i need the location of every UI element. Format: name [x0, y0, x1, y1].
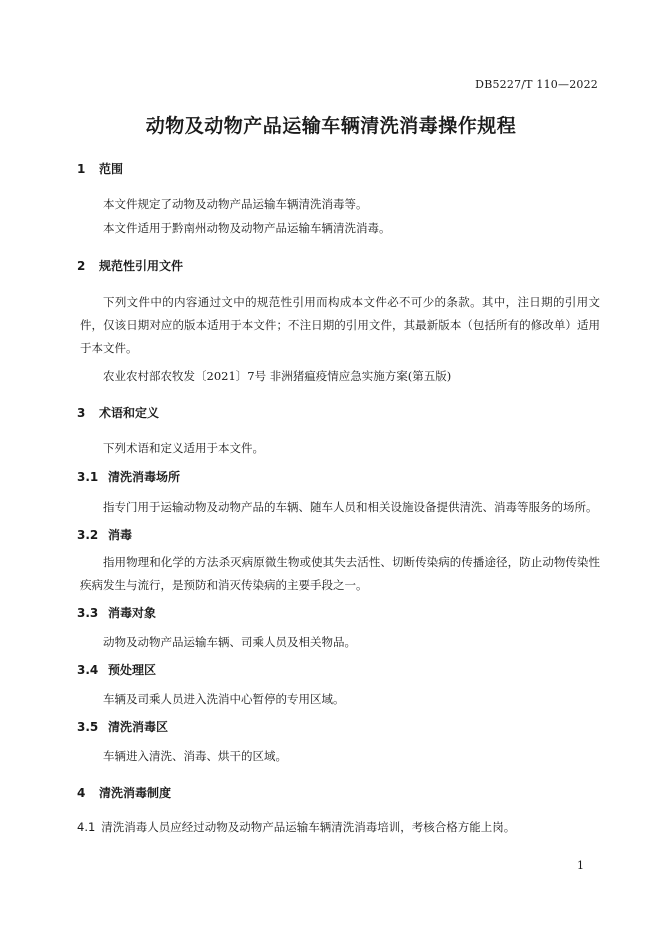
paragraph: 本文件适用于黔南州动物及动物产品运输车辆清洗消毒。	[103, 221, 391, 235]
term-definition: 动物及动物产品运输车辆、司乘人员及相关物品。	[103, 635, 356, 649]
section-title: 清洗消毒制度	[99, 786, 172, 800]
term-3-3-heading	[77, 604, 156, 621]
section-title: 术语和定义	[99, 406, 160, 420]
section-title: 规范性引用文件	[99, 259, 184, 273]
section-number: 2	[77, 259, 86, 273]
term-definition: 指用物理和化学的方法杀灭病原微生物或使其失去活性、切断传染病的传播途径，防止动物传染性疾病发生与流行，是预防和消灭传染病的主要手段之一。	[80, 555, 600, 592]
section-title: 范围	[99, 162, 124, 176]
standard-number: DB5227/T 110—2022	[475, 78, 598, 91]
section-2-heading	[77, 257, 183, 274]
term-number: 3.4	[77, 663, 99, 677]
term-definition: 车辆进入清洗、消毒、烘干的区域。	[103, 749, 287, 763]
section-4-heading	[77, 784, 171, 801]
term-3-2-heading	[77, 526, 132, 543]
term-number: 3.3	[77, 606, 99, 620]
term-number: 3.1	[77, 470, 99, 484]
section-number: 1	[77, 162, 86, 176]
section-number: 3	[77, 406, 86, 420]
normative-reference: 农业农村部农牧发〔2021〕7号 非洲猪瘟疫情应急实施方案(第五版)	[103, 369, 452, 383]
section-1-heading	[77, 160, 123, 177]
paragraph: 本文件规定了动物及动物产品运输车辆清洗消毒等。	[103, 197, 368, 211]
term-title: 消毒	[108, 528, 133, 542]
clause-4-1	[77, 819, 515, 835]
term-number: 3.5	[77, 720, 99, 734]
term-3-5-heading	[77, 718, 168, 735]
term-definition: 车辆及司乘人员进入洗消中心暂停的专用区域。	[103, 692, 345, 706]
term-number: 3.2	[77, 528, 99, 542]
clause-text: 清洗消毒人员应经过动物及动物产品运输车辆清洗消毒培训，考核合格方能上岗。	[101, 820, 516, 834]
term-title: 消毒对象	[108, 606, 157, 620]
section-3-heading	[77, 404, 159, 421]
term-definition: 指专门用于运输动物及动物产品的车辆、随车人员和相关设施设备提供清洗、消毒等服务的场所。	[103, 500, 598, 514]
section-number: 4	[77, 786, 86, 800]
term-title: 清洗消毒区	[108, 720, 169, 734]
term-title: 清洗消毒场所	[108, 470, 181, 484]
page-number: 1	[577, 859, 584, 872]
paragraph: 下列文件中的内容通过文中的规范性引用而构成本文件必不可少的条款。其中，注日期的引用文件，仅该日期对应的版本适用于本文件；不注日期的引用文件，其最新版本（包括所有的修改单）适用于本文件。	[80, 295, 600, 355]
term-title: 预处理区	[108, 663, 157, 677]
clause-number: 4.1	[77, 820, 96, 834]
term-3-1-heading	[77, 468, 180, 485]
paragraph: 下列术语和定义适用于本文件。	[103, 441, 264, 455]
term-3-4-heading	[77, 661, 156, 678]
document-title: 动物及动物产品运输车辆清洗消毒操作规程	[145, 115, 517, 137]
